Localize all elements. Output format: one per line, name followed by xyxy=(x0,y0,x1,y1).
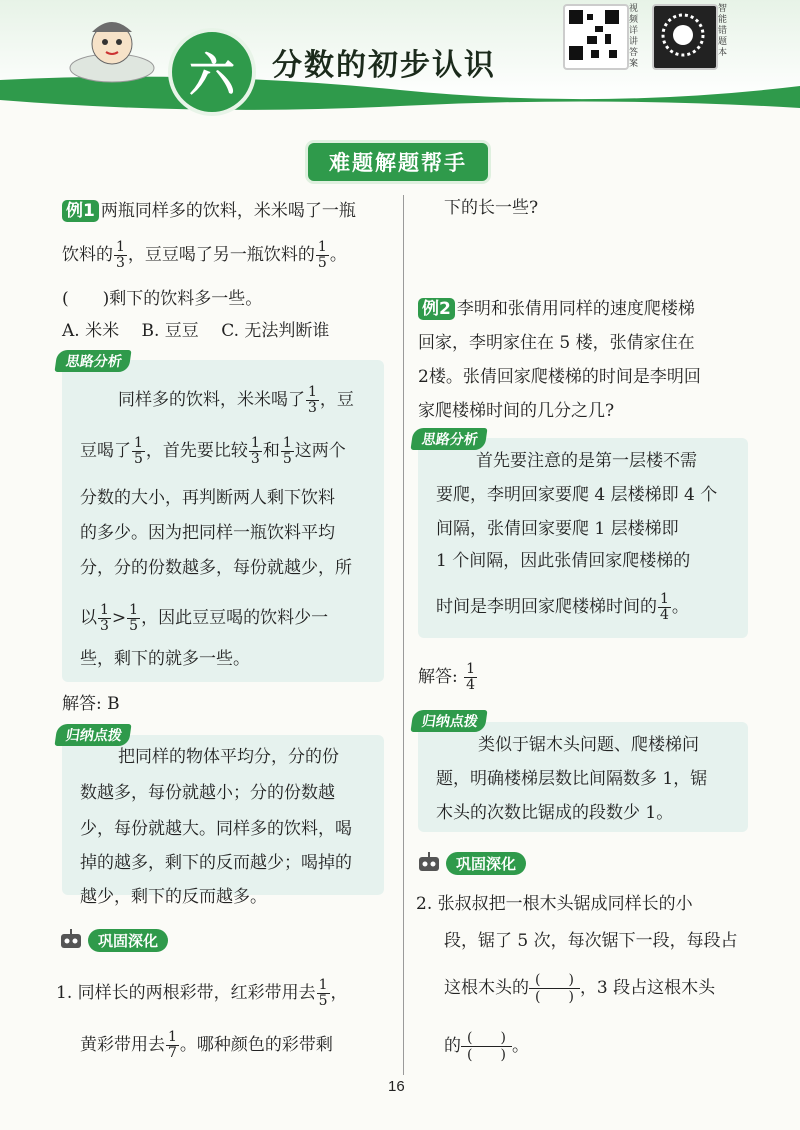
summary-label: 归纳点拨 xyxy=(54,724,131,746)
summary-1-line-2: 数越多，每份就越小；分的份数越 xyxy=(80,783,335,803)
question-2-line-4: 的 ( ) ( ) 。 xyxy=(444,1030,529,1063)
fraction-blank[interactable]: ( ) ( ) xyxy=(461,1030,512,1063)
example-2-line-3: 2楼。张倩回家爬楼梯的时间是李明回 xyxy=(418,367,701,387)
analysis-2-line-5: 时间是李明回家爬楼梯时间的 $\frac{1}{4}$ 。 xyxy=(436,591,689,623)
answer-2: 解答: $\frac{1}{4}$ xyxy=(418,661,476,693)
answer-1: 解答: B xyxy=(62,694,120,714)
summary-2-line-3: 木头的次数比锯成的段数少 1。 xyxy=(436,803,674,823)
analysis-1-line-1: 同样多的饮料，米米喝了 $\frac{1}{3}$ ，豆 xyxy=(118,384,354,416)
question-1-line-2: 黄彩带用去 $\frac{1}{7}$ 。哪种颜色的彩带剩 xyxy=(80,1029,333,1061)
summary-2-line-1: 类似于锯木头问题、爬楼梯问 xyxy=(478,735,699,755)
fraction-blank[interactable]: ( ) ( ) xyxy=(529,972,580,1005)
fraction-one-fifth: $\frac{1}{5}$ xyxy=(134,435,143,467)
example-1-line-3: ( )剩下的饮料多一些。 xyxy=(62,289,263,309)
qr-caption-video: 视频详讲答案 xyxy=(629,4,639,69)
fraction-one-fifth: $\frac{1}{5}$ xyxy=(129,602,139,634)
example-1-options: A. 米米 B. 豆豆 C. 无法判断谁 xyxy=(62,321,330,341)
mascot-illustration xyxy=(62,8,162,96)
robot-icon xyxy=(58,928,84,952)
practice-header-1: 巩固深化 xyxy=(58,927,168,953)
summary-1-line-4: 掉的越多，剩下的反而越少；喝掉的 xyxy=(80,853,352,873)
summary-1-line-1: 把同样的物体平均分，分的份 xyxy=(118,747,339,767)
fraction-one-third: $\frac{1}{3}$ xyxy=(116,239,125,271)
analysis-2-line-1: 首先要注意的是第一层楼不需 xyxy=(476,451,697,471)
fraction-one-seventh: $\frac{1}{7}$ xyxy=(168,1029,177,1061)
section-banner: 难题解题帮手 xyxy=(308,143,488,181)
qr-code-icon[interactable] xyxy=(563,4,629,70)
practice-header-2: 巩固深化 xyxy=(416,850,526,876)
analysis-1-line-7: 些，剩下的就多一些。 xyxy=(80,649,250,669)
summary-2-line-2: 题，明确楼梯层数比间隔数多 1，锯 xyxy=(436,769,708,789)
summary-1-line-5: 越少，剩下的反而越多。 xyxy=(80,887,267,907)
fraction-one-third: $\frac{1}{3}$ xyxy=(100,602,109,634)
column-divider xyxy=(403,195,404,1075)
fraction-one-fifth: $\frac{1}{5}$ xyxy=(317,239,327,271)
fraction-one-third: $\frac{1}{3}$ xyxy=(308,384,317,416)
question-1-continued: 下的长一些? xyxy=(444,198,539,218)
question-2-line-2: 段，锯了 5 次，每次锯下一段，每段占 xyxy=(444,931,738,951)
example-1-line-1: 例1 两瓶同样多的饮料，米米喝了一瓶 xyxy=(62,200,356,222)
qr-caption-errorbook: 智能错题本 xyxy=(718,4,728,58)
unit-title: 分数的初步认识 xyxy=(272,48,496,83)
summary-1-line-3: 少，每份就越大。同样多的饮料，喝 xyxy=(80,819,352,839)
unit-number-badge: 六 xyxy=(168,28,256,116)
analysis-1-line-5: 分，分的份数越多，每份就越少，所 xyxy=(80,558,352,578)
qr-code-icon[interactable] xyxy=(652,4,718,70)
analysis-2-line-3: 间隔，张倩回家要爬 1 层楼梯即 xyxy=(436,519,679,539)
analysis-label: 思路分析 xyxy=(410,428,487,450)
summary-label: 归纳点拨 xyxy=(410,710,487,732)
fraction-one-fifth: $\frac{1}{5}$ xyxy=(318,977,328,1009)
example-2-line-2: 回家，李明家住在 5 楼，张倩家住在 xyxy=(418,333,695,353)
example-1-tag: 例1 xyxy=(62,200,99,222)
example-1-line-2: 饮料的 $\frac{1}{3}$ ，豆豆喝了另一瓶饮料的 $\frac{1}{5}$ 。 xyxy=(62,239,347,271)
example-2-line-4: 家爬楼梯时间的几分之几? xyxy=(418,401,615,421)
analysis-1-line-6: 以 $\frac{1}{3}$ > $\frac{1}{5}$ ，因此豆豆喝的饮料少一 xyxy=(80,602,329,634)
analysis-label: 思路分析 xyxy=(54,350,131,372)
fraction-one-fourth: $\frac{1}{4}$ xyxy=(660,591,669,623)
question-2-line-1: 2. 张叔叔把一根木头锯成同样长的小 xyxy=(416,894,693,914)
question-1-line-1: 1. 同样长的两根彩带，红彩带用去 $\frac{1}{5}$ ， xyxy=(56,977,348,1009)
analysis-1-line-4: 的多少。因为把同样一瓶饮料平均 xyxy=(80,523,335,543)
analysis-1-line-2: 豆喝了 $\frac{1}{5}$ ，首先要比较 $\frac{1}{3}$ 和 $\frac{1}{5}$ 这两个 xyxy=(80,435,346,467)
fraction-one-fourth: $\frac{1}{4}$ xyxy=(466,661,476,693)
page-number: 16 xyxy=(388,1078,405,1095)
analysis-2-line-2: 要爬，李明回家要爬 4 层楼梯即 4 个 xyxy=(436,485,718,505)
fraction-one-fifth: $\frac{1}{5}$ xyxy=(282,435,292,467)
robot-icon xyxy=(416,851,442,875)
fraction-one-third: $\frac{1}{3}$ xyxy=(250,435,260,467)
analysis-1-line-3: 分数的大小，再判断两人剩下饮料 xyxy=(80,488,335,508)
chapter-header xyxy=(0,0,800,118)
question-2-line-3: 这根木头的 ( ) ( ) ，3 段占这根木头 xyxy=(444,972,716,1005)
analysis-2-line-4: 1 个间隔，因此张倩回家爬楼梯的 xyxy=(436,551,691,571)
example-2-line-1: 例2 李明和张倩用同样的速度爬楼梯 xyxy=(418,298,695,320)
example-2-tag: 例2 xyxy=(418,298,455,320)
